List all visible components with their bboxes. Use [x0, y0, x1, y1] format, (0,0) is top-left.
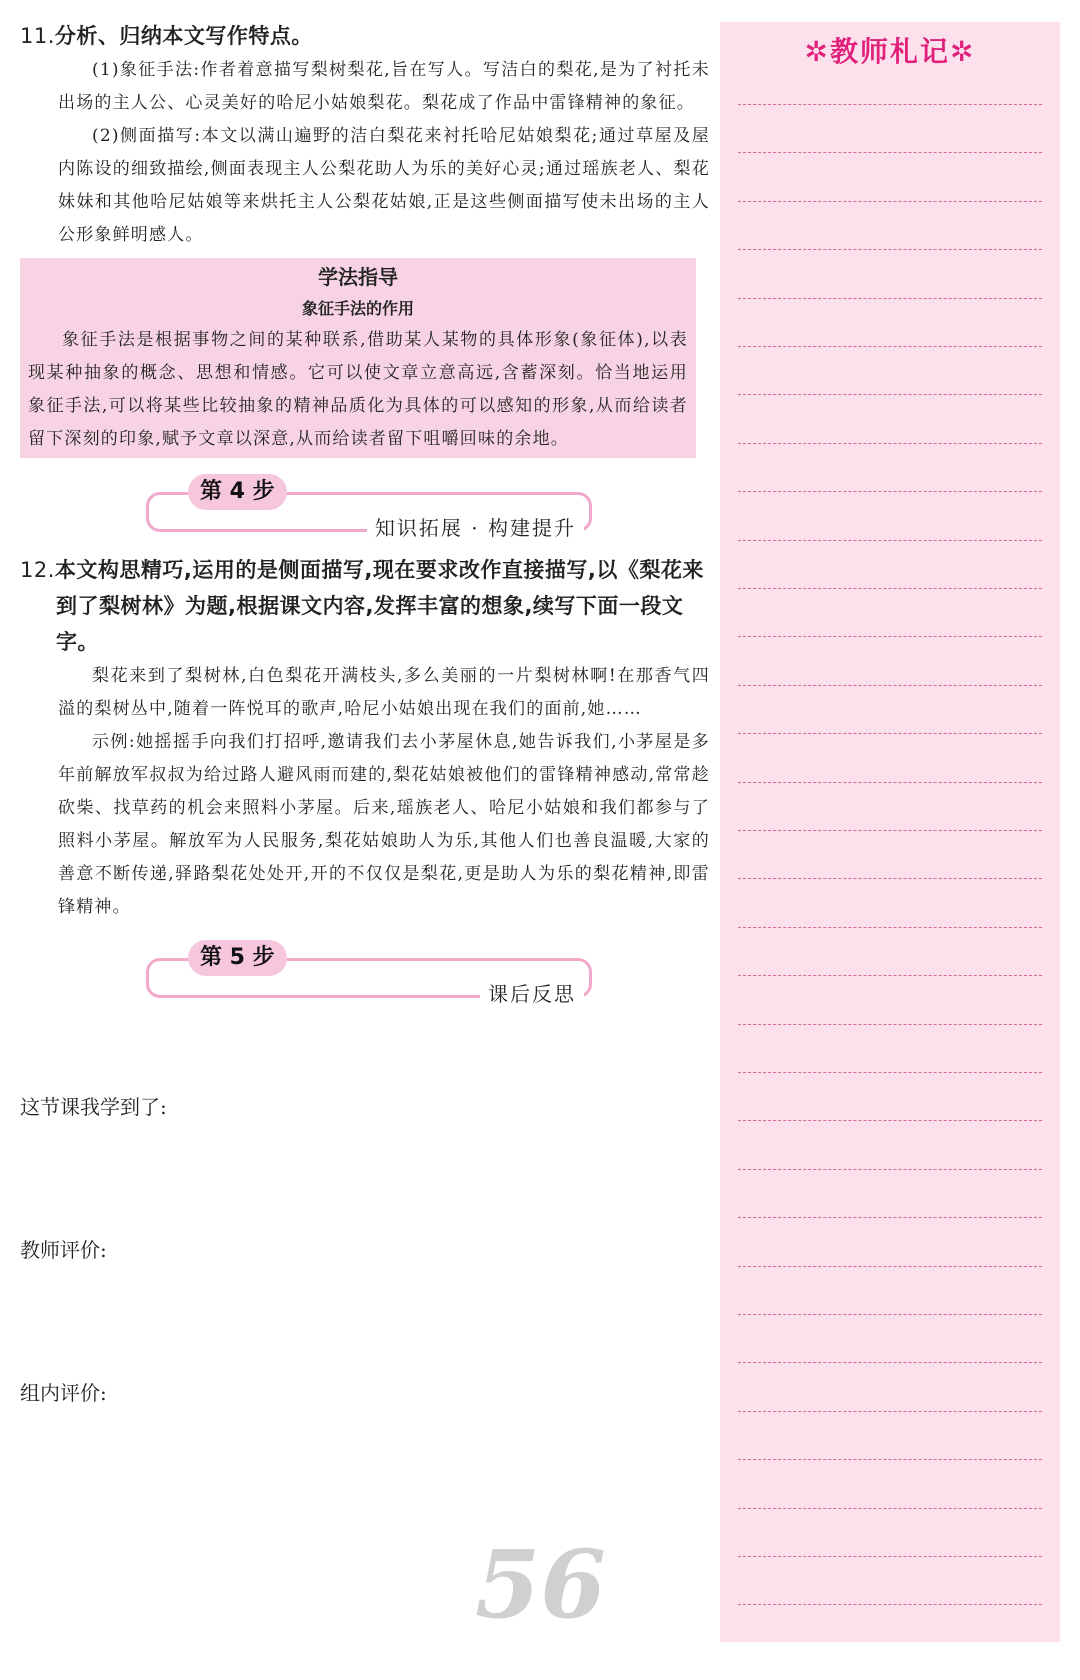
note-line [738, 588, 1042, 589]
note-line [738, 1120, 1042, 1121]
prompt-paragraph: 梨花来到了梨树林,白色梨花开满枝头,多么美丽的一片梨树林啊!在那香气四溢的梨树丛中,随着一阵悦耳的歌声,哈尼小姑娘出现在我们的面前,她…… [58, 666, 710, 719]
note-line [738, 733, 1042, 734]
note-line [738, 394, 1042, 395]
note-line [738, 1604, 1042, 1605]
sidebar-title-text: 教师札记 [829, 35, 950, 68]
step-4-banner [20, 480, 710, 542]
step-5-banner [20, 946, 710, 1008]
step-badge: 第 4 步 [188, 474, 287, 510]
question-12-title [20, 552, 710, 660]
answer-paragraph-2: (2)侧面描写:本文以满山遍野的洁白梨花来衬托哈尼姑娘梨花;通过草屋及屋内陈设的细致描绘,侧面表现主人公梨花助人为乐的美好心灵;通过瑶族老人、梨花妹妹和其他哈尼姑娘等来烘托主人公梨花姑娘,正是这些侧面描写使未出场的主人公形象鲜明感人。 [58, 126, 710, 245]
question-text: 本文构思精巧,运用的是侧面描写,现在要求改作直接描写,以《梨花来到了梨树林》为题,根据课文内容,发挥丰富的想象,续写下面一段文字。 [54, 558, 704, 654]
flower-icon: ✲ [804, 35, 830, 68]
note-line [738, 782, 1042, 783]
teacher-eval-label: 教师评价: [20, 1238, 107, 1262]
note-line [738, 1362, 1042, 1363]
step-label: 知识拓展 · 构建提升 [367, 514, 584, 542]
note-line [738, 201, 1042, 202]
question-text: 分析、归纳本文写作特点。 [54, 24, 313, 48]
main-content [20, 18, 710, 1018]
note-line [738, 830, 1042, 831]
sidebar-title [720, 22, 1060, 82]
note-line [738, 152, 1042, 153]
note-line [738, 1217, 1042, 1218]
note-line [738, 1508, 1042, 1509]
page-number: 56 [475, 1530, 606, 1640]
step-label: 课后反思 [480, 980, 584, 1008]
study-guide-box [20, 258, 696, 458]
note-line [738, 685, 1042, 686]
question-number: 12. [20, 558, 55, 582]
note-line [738, 1024, 1042, 1025]
note-line [738, 878, 1042, 879]
note-line [738, 927, 1042, 928]
note-line [738, 1072, 1042, 1073]
note-line [738, 491, 1042, 492]
example-paragraph: 示例:她摇摇手向我们打招呼,邀请我们去小茅屋休息,她告诉我们,小茅屋是多年前解放军叔叔为给过路人避风雨而建的,梨花姑娘被他们的雷锋精神感动,常常趁砍柴、找草药的机会来照料小茅屋。后来,瑶族老人、哈尼小姑娘和我们都参与了照料小茅屋。解放军为人民服务,梨花姑娘助人为乐,其他人们也善良温暖,大家的善意不断传递,驿路梨花处处开,开的不仅仅是梨花,更是助人为乐的梨花精神,即雷锋精神。 [58, 732, 710, 917]
note-line [738, 1411, 1042, 1412]
note-line [738, 1169, 1042, 1170]
note-line [738, 636, 1042, 637]
guide-subtitle: 象征手法的作用 [301, 299, 414, 318]
guide-title: 学法指导 [318, 265, 398, 289]
note-line [738, 975, 1042, 976]
note-line [738, 249, 1042, 250]
note-line [738, 443, 1042, 444]
note-line [738, 298, 1042, 299]
flower-icon: ✲ [950, 35, 976, 68]
teacher-notes-sidebar [720, 22, 1060, 1642]
question-11-title [20, 18, 710, 54]
question-number: 11. [20, 24, 55, 48]
note-line [738, 1314, 1042, 1315]
learned-field-label: 这节课我学到了: [20, 1095, 167, 1119]
answer-paragraph-1: (1)象征手法:作者着意描写梨树梨花,旨在写人。写洁白的梨花,是为了衬托未出场的主人公、心灵美好的哈尼小姑娘梨花。梨花成了作品中雷锋精神的象征。 [58, 60, 710, 113]
note-line [738, 104, 1042, 105]
note-line [738, 1459, 1042, 1460]
note-line [738, 346, 1042, 347]
note-line [738, 1266, 1042, 1267]
group-eval-label: 组内评价: [20, 1381, 107, 1405]
guide-body: 象征手法是根据事物之间的某种联系,借助某人某物的具体形象(象征体),以表现某种抽象的概念、思想和情感。它可以使文章立意高远,含蓄深刻。恰当地运用象征手法,可以将某些比较抽象的精神品质化为具体的可以感知的形象,从而给读者留下深刻的印象,赋予文章以深意,从而给读者留下咀嚼回味的余地。 [28, 330, 688, 449]
step-badge: 第 5 步 [188, 940, 287, 976]
note-line [738, 1556, 1042, 1557]
note-line [738, 540, 1042, 541]
